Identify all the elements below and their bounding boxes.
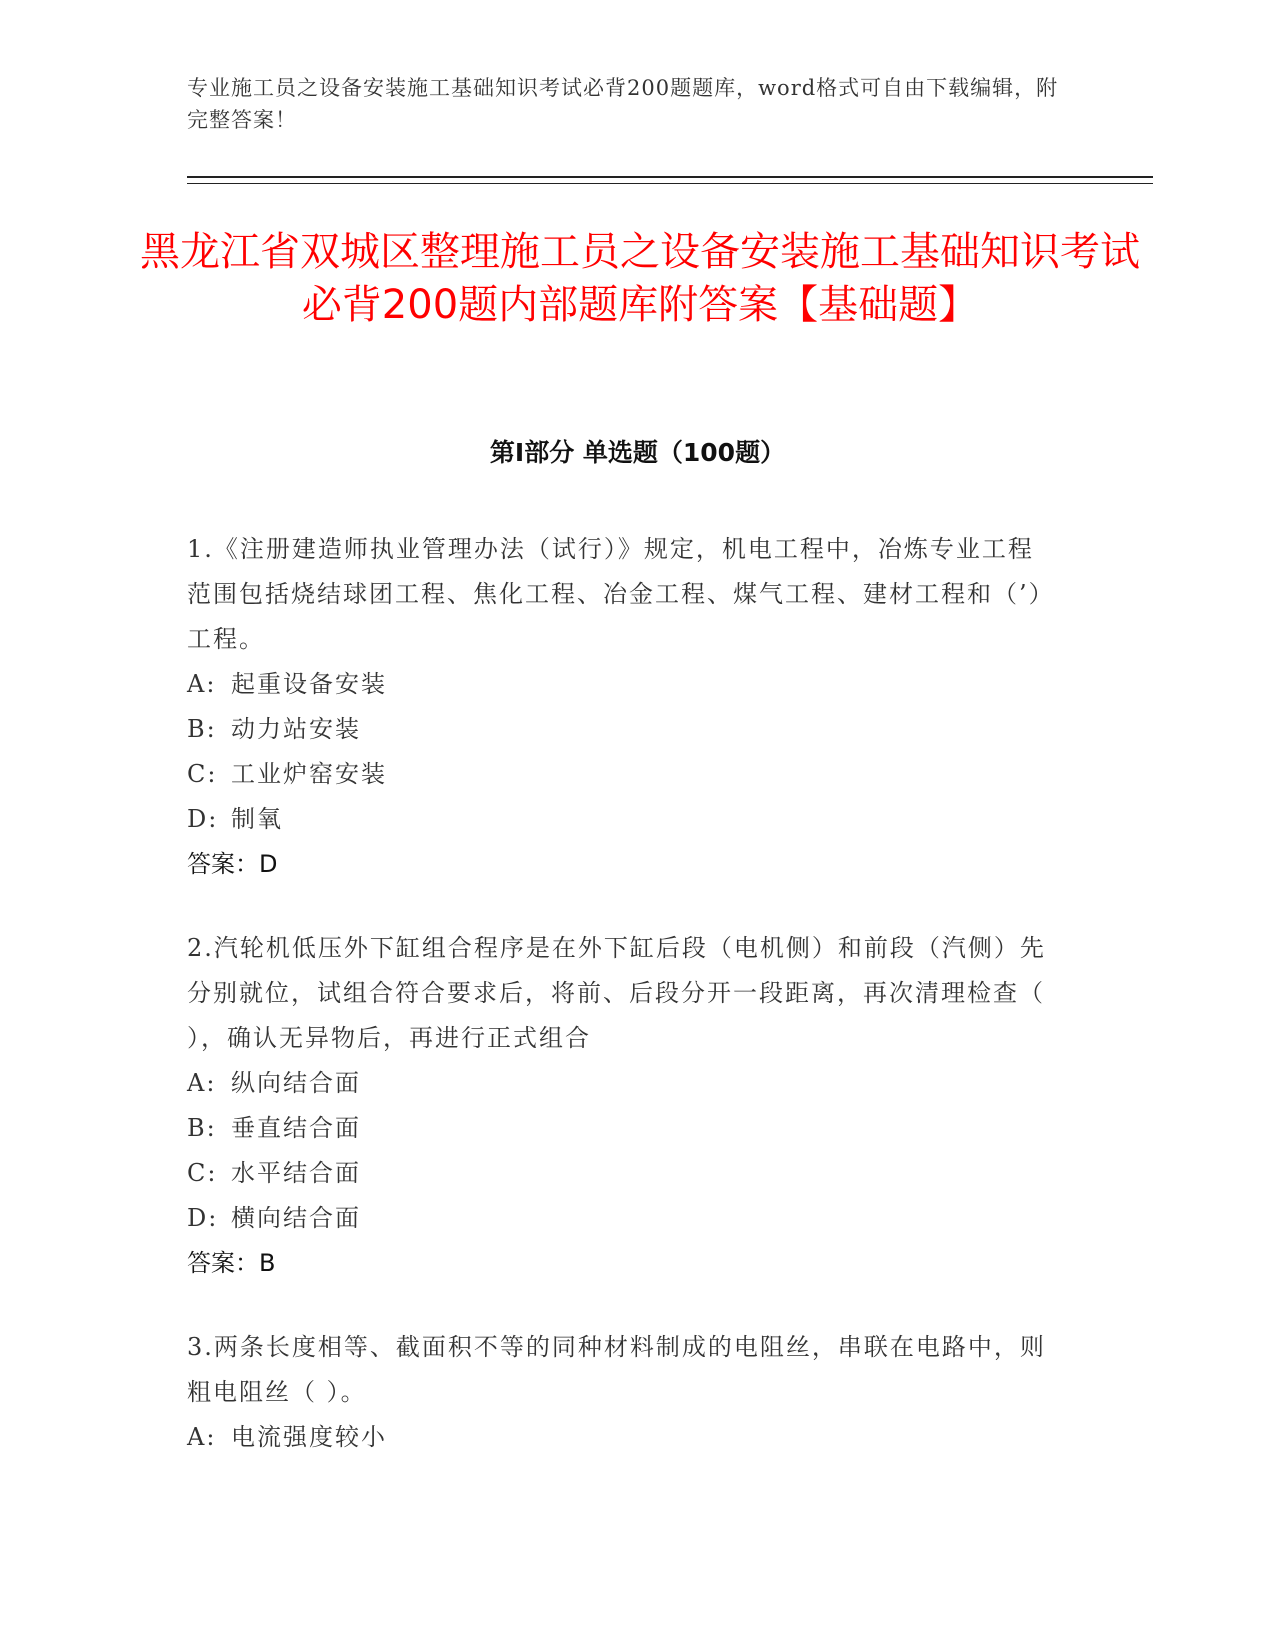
question-answer: 答案：D: [187, 850, 278, 878]
option-text: 纵向结合面: [231, 1069, 361, 1097]
option-text: 起重设备安装: [231, 670, 387, 698]
question-stem: 1.《注册建造师执业管理办法（试行）》规定，机电工程中，冶炼专业工程范围包括烧结球团工程、焦化工程、冶金工程、煤气工程、建材工程和（’）工程。: [187, 535, 1055, 653]
option-letter: A:: [187, 1423, 217, 1451]
question-2: [187, 926, 1057, 1286]
option-letter: A:: [187, 670, 217, 698]
question-stem: 2.汽轮机低压外下缸组合程序是在外下缸后段（电机侧）和前段（汽侧）先分别就位，试组合符合要求后，将前、后段分开一段距离，再次清理检查（ ），确认无异物后，再进行正式组合: [187, 934, 1046, 1052]
option-text: 水平结合面: [231, 1159, 361, 1187]
option-text: 制氧: [231, 805, 283, 833]
option-a: [187, 662, 1057, 707]
option-text: 横向结合面: [231, 1204, 361, 1232]
question-answer: 答案：B: [187, 1249, 276, 1277]
header-divider-thin: [187, 183, 1153, 184]
option-c: [187, 752, 1057, 797]
option-text: 垂直结合面: [231, 1114, 361, 1142]
option-letter: C:: [187, 1159, 218, 1187]
option-letter: D:: [187, 805, 219, 833]
question-3: [187, 1325, 1057, 1460]
option-text: 电流强度较小: [231, 1423, 387, 1451]
option-a: [187, 1061, 1057, 1106]
header-divider-thick: [187, 176, 1153, 178]
question-1: [187, 527, 1057, 887]
option-letter: B:: [187, 715, 217, 743]
option-text: 动力站安装: [231, 715, 361, 743]
option-a: [187, 1415, 1057, 1460]
option-text: 工业炉窑安装: [231, 760, 387, 788]
question-stem: 3.两条长度相等、截面积不等的同种材料制成的电阻丝，串联在电路中，则粗电阻丝（ ）。: [187, 1333, 1046, 1406]
option-b: [187, 707, 1057, 752]
option-letter: B:: [187, 1114, 217, 1142]
document-title: 黑龙江省双城区整理施工员之设备安装施工基础知识考试必背200题内部题库附答案【基础题】: [140, 229, 1140, 328]
option-letter: C:: [187, 760, 218, 788]
option-letter: A:: [187, 1069, 217, 1097]
option-letter: D:: [187, 1204, 219, 1232]
section-title: 第Ⅰ部分 单选题（100题）: [489, 438, 786, 467]
option-d: [187, 797, 1057, 842]
question-list: [187, 527, 1057, 1499]
option-d: [187, 1196, 1057, 1241]
header-note: 专业施工员之设备安装施工基础知识考试必背200题题库，word格式可自由下载编辑，附完整答案！: [187, 76, 1059, 132]
option-b: [187, 1106, 1057, 1151]
option-c: [187, 1151, 1057, 1196]
